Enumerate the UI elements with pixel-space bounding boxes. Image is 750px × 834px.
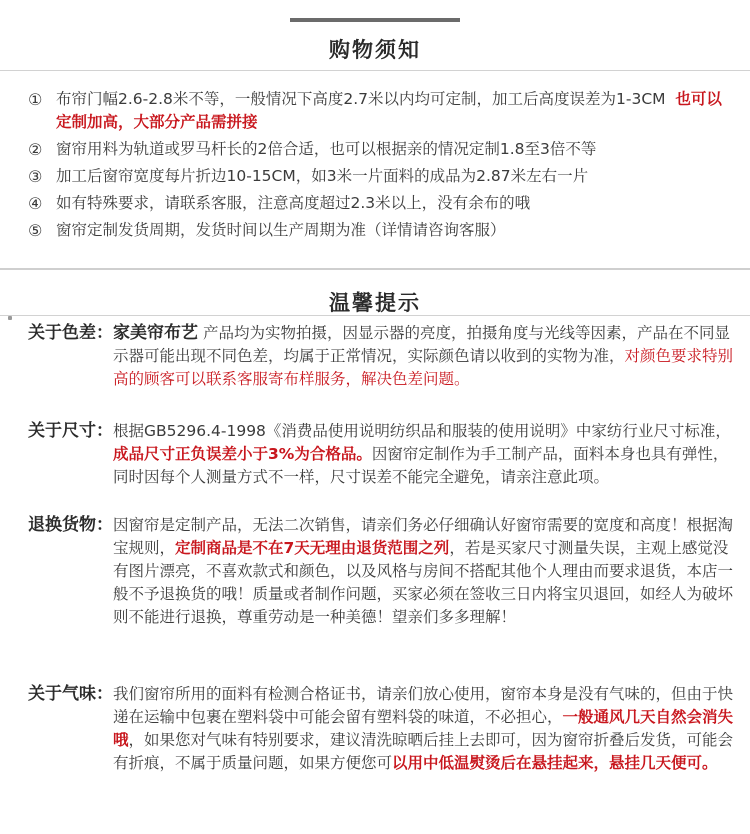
tip-smell-highlight-2: 以用中低温熨烫后在悬挂起来，悬挂几天便可。 [392, 754, 718, 772]
tip-smell-text-2: ，如果您对气味有特别要求，建议清洗晾晒后挂上去即可，因为窗帘折叠后发货，可能会有折痕，不属于质量问题，如果方便您可 [113, 731, 734, 772]
notice-item-text: 布帘门幅2.6-2.8米不等，一般情况下高度2.7米以内均可定制，加工后高度误差为1-3CM [56, 90, 666, 108]
tip-color [28, 322, 740, 391]
tip-return [28, 514, 740, 629]
top-divider-bar [290, 18, 460, 22]
tip-color-label: 关于色差： [28, 323, 113, 343]
notice-item-number: ⑤ [28, 221, 43, 240]
section-divider [0, 268, 750, 270]
notice-title: 购物须知 [329, 38, 421, 62]
notice-item-number: ② [28, 140, 43, 159]
tip-size [28, 420, 740, 489]
notice-item-number: ④ [28, 194, 43, 213]
decorative-marker [8, 316, 12, 320]
tip-size-highlight: 成品尺寸正负误差小于3%为合格品。 [113, 445, 372, 463]
notice-item [28, 192, 728, 215]
tip-smell-label: 关于气味： [28, 684, 113, 704]
notice-item [28, 165, 728, 188]
tips-title: 温馨提示 [329, 291, 421, 315]
brand-name: 家美帘布艺 [113, 323, 198, 343]
notice-title-divider [0, 70, 750, 71]
notice-item-text: 如有特殊要求，请联系客服，注意高度超过2.3米以上，没有余布的哦 [56, 194, 531, 212]
tip-smell [28, 683, 740, 775]
tip-smell-text: 我们窗帘所用的面料有检测合格证书，请亲们放心使用，窗帘本身是没有气味的，但由于快递在运输中包裹在塑料袋中可能会留有塑料袋的味道，不必担心， [113, 685, 734, 726]
notice-item [28, 138, 728, 161]
tip-return-text-2: ，若是买家尺寸测量失误，主观上感觉没有图片漂亮，不喜欢款式和颜色，以及风格与房间不搭配其他个人理由而要求退货，本店一般不予退换货的哦！质量或者制作问题，买家必须在签收三日内将宝贝退回，如经人为破坏则不能进行退换，尊重劳动是一种美德！望亲们多多理解！ [113, 539, 734, 626]
tips-title-divider [0, 315, 750, 316]
notice-item [28, 219, 728, 242]
notice-item-highlight: 也可以定制加高，大部分产品需拼接 [56, 90, 722, 131]
notice-list [28, 88, 728, 246]
notice-item-text: 窗帘用料为轨道或罗马杆长的2倍合适，也可以根据亲的情况定制1.8至3倍不等 [56, 140, 597, 158]
notice-item-number: ③ [28, 167, 43, 186]
tip-color-text: 产品均为实物拍摄，因显示器的亮度，拍摄角度与光线等因素，产品在不同显示器可能出现不同色差，均属于正常情况，实际颜色请以收到的实物为准， [113, 324, 730, 365]
tip-size-text-2: 因窗帘定制作为手工制产品，面料本身也具有弹性，同时因每个人测量方式不一样，尺寸误差不能完全避免，请亲注意此项。 [113, 445, 729, 486]
tip-color-highlight: 对颜色要求特别高的顾客可以联系客服寄布样服务，解决色差问题。 [113, 347, 734, 388]
tip-return-highlight: 定制商品是不在7天无理由退货范围之列 [175, 539, 450, 557]
tip-smell-highlight: 一般通风几天自然会消失哦 [113, 708, 734, 749]
notice-item-number: ① [28, 90, 43, 109]
notice-item [28, 88, 728, 134]
tip-return-label: 退换货物： [28, 515, 113, 535]
tip-size-text: 根据GB5296.4-1998《消费品使用说明纺织品和服装的使用说明》中家纺行业尺寸标准， [113, 422, 731, 440]
tip-return-text: 因窗帘是定制产品，无法二次销售，请亲们务必仔细确认好窗帘需要的宽度和高度！根据淘宝规则， [113, 516, 734, 557]
notice-item-text: 加工后窗帘宽度每片折边10-15CM，如3米一片面料的成品为2.87米左右一片 [56, 167, 589, 185]
tip-size-label: 关于尺寸： [28, 421, 113, 441]
notice-item-text: 窗帘定制发货周期，发货时间以生产周期为准（详情请咨询客服） [56, 221, 506, 239]
